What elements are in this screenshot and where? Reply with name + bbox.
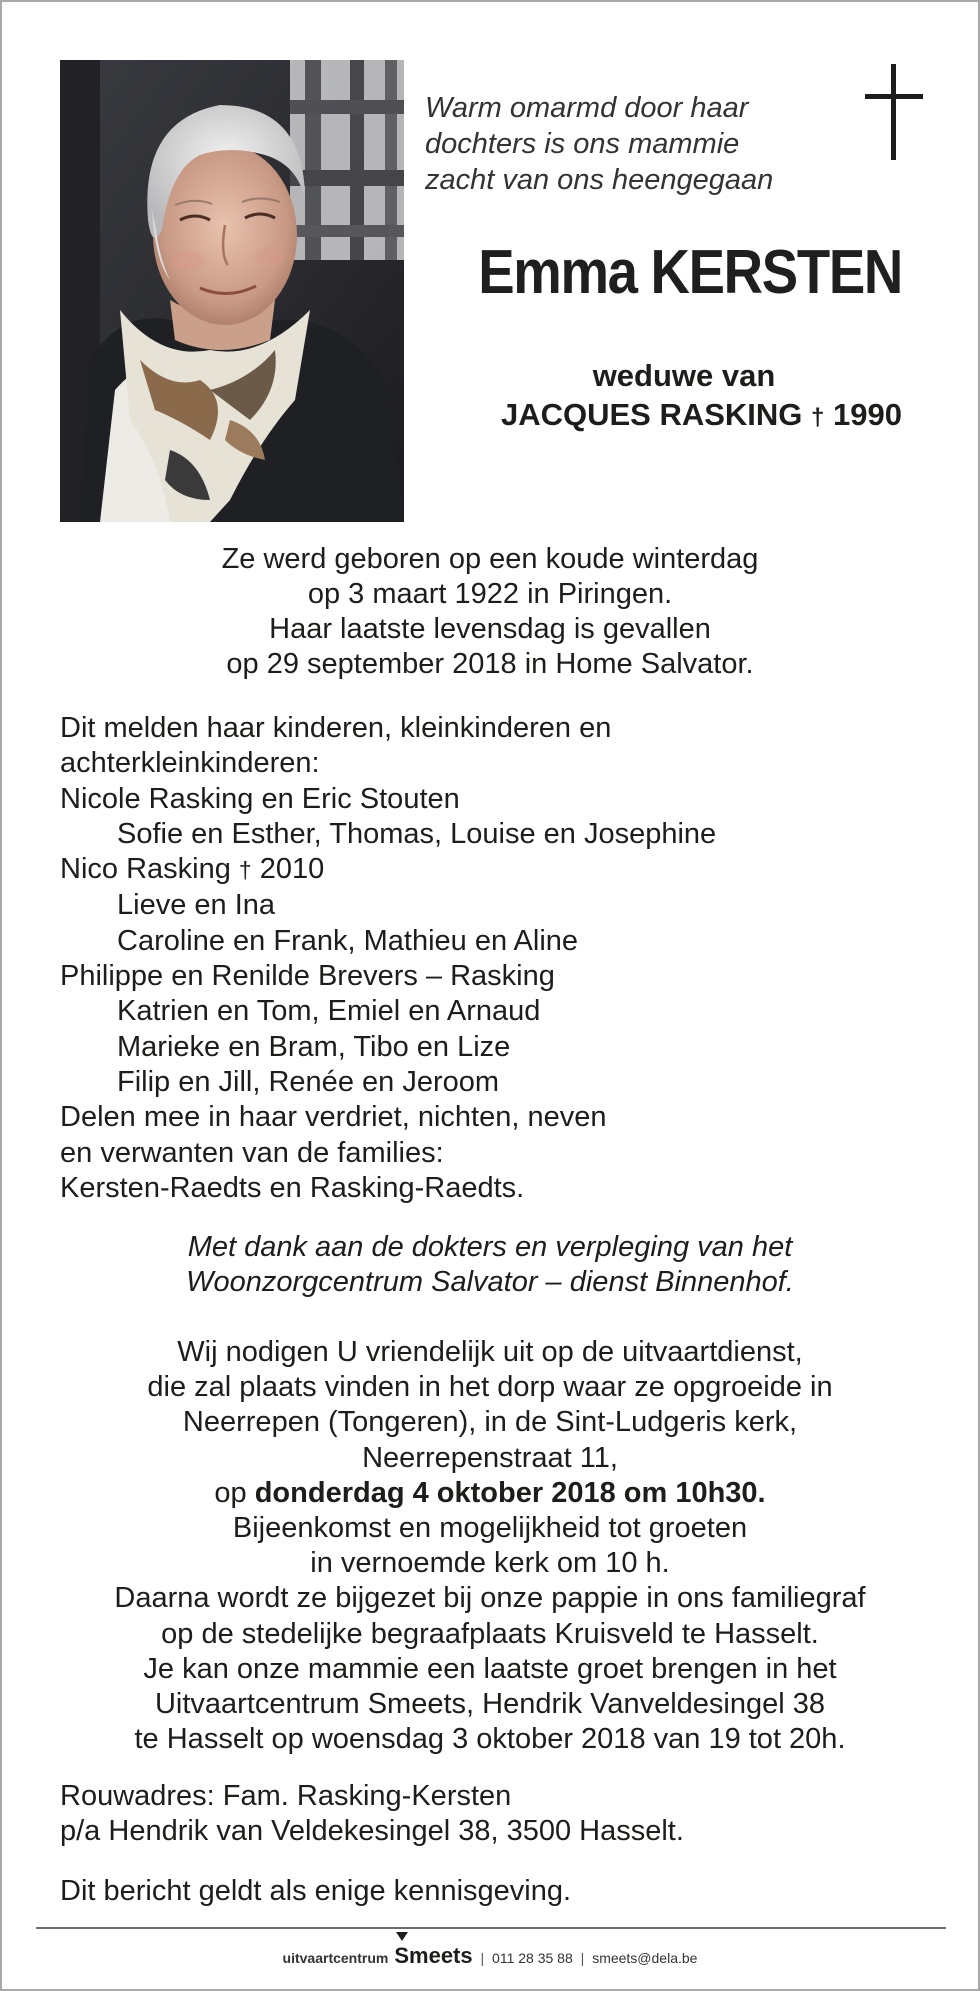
family-intro-line: Dit melden haar kinderen, kleinkinderen en <box>60 712 612 744</box>
notice-text: Dit bericht geldt als enige kennisgeving. <box>60 1875 572 1907</box>
thanks-text <box>60 1230 920 1300</box>
intro-line: dochters is ons mammie <box>425 128 740 160</box>
address-line: Rouwadres: Fam. Rasking-Kersten <box>60 1780 512 1812</box>
footer-separator: | <box>580 1950 585 1966</box>
child-death-year: 2010 <box>259 853 325 886</box>
intro-text <box>425 90 825 198</box>
funeral-line: Neerrepen (Tongeren), in de Sint-Ludgeris kerk, <box>182 1406 798 1439</box>
funeral-line: Uitvaartcentrum Smeets, Hendrik Vanveldesingel 38 <box>154 1688 825 1721</box>
deceased-name: Emma KERSTEN <box>478 238 902 307</box>
funeral-line: op de stedelijke begraafplaats Kruisveld te Hasselt. <box>161 1617 819 1650</box>
funeral-line: in vernoemde kerk om 10 h. <box>310 1547 670 1580</box>
funeral-line: te Hasselt op woensdag 3 oktober 2018 van 19 tot 20h. <box>134 1723 846 1756</box>
thanks-line: Met dank aan de dokters en verpleging van het <box>187 1231 793 1263</box>
funeral-date-prefix: op <box>214 1476 255 1509</box>
birth-line: op 29 september 2018 in Home Salvator. <box>226 648 754 680</box>
family-outro-line: Delen mee in haar verdriet, nichten, neven <box>60 1101 607 1134</box>
funeral-line: Bijeenkomst en mogelijkheid tot groeten <box>232 1512 748 1545</box>
funeral-date-line <box>60 1476 920 1511</box>
mourning-address <box>60 1779 920 1849</box>
thanks-line: Woonzorgcentrum Salvator – dienst Binnenhof. <box>186 1266 794 1298</box>
husband-name: JACQUES RASKING <box>500 397 803 432</box>
grandchildren-line: Sofie en Esther, Thomas, Louise en Josephine <box>117 817 717 850</box>
child-name: Nicole Rasking en Eric Stouten <box>60 782 460 815</box>
child-name-line <box>60 852 920 888</box>
funeral-date: donderdag 4 oktober 2018 om 10h30. <box>254 1476 766 1509</box>
brand-logo <box>394 1944 472 1970</box>
intro-line: Warm omarmd door haar <box>425 92 749 124</box>
grandchildren-line: Filip en Jill, Renée en Jeroom <box>117 1065 500 1098</box>
widow-label: weduwe van <box>592 358 776 393</box>
child-name: Philippe en Renilde Brevers – Rasking <box>60 960 555 993</box>
cross-symbol: † <box>811 404 825 431</box>
family-outro-line: en verwanten van de families: <box>60 1136 444 1169</box>
brand-name: Smeets <box>394 1943 473 1968</box>
birth-line: Ze werd geboren op een koude winterdag <box>221 543 759 575</box>
birth-text <box>60 542 920 682</box>
funeral-line: Je kan onze mammie een laatste groet brengen in het <box>143 1652 837 1685</box>
child-name: Nico Rasking <box>60 853 231 886</box>
husband-line <box>406 395 902 438</box>
family-outro-line: Kersten-Raedts en Rasking-Raedts. <box>60 1171 525 1204</box>
funeral-line: Neerrepenstraat 11, <box>362 1441 618 1474</box>
grandchildren-line: Caroline en Frank, Mathieu en Aline <box>117 924 579 957</box>
footer <box>2 1944 978 1970</box>
address-line: p/a Hendrik van Veldekesingel 38, 3500 Hasselt. <box>60 1815 684 1847</box>
portrait-photo <box>60 60 404 522</box>
birth-line: op 3 maart 1922 in Piringen. <box>307 578 673 610</box>
family-list <box>60 711 920 1206</box>
family-intro-line: achterkleinkinderen: <box>60 747 320 780</box>
cross-icon <box>865 64 923 160</box>
funeral-line: die zal plaats vinden in het dorp waar ze opgroeide in <box>147 1371 833 1404</box>
birth-line: Haar laatste levensdag is gevallen <box>269 613 711 645</box>
footer-email: smeets@dela.be <box>592 1950 698 1966</box>
funeral-line: Daarna wordt ze bijgezet bij onze pappie in ons familiegraf <box>114 1582 866 1615</box>
brand-prefix: uitvaartcentrum <box>282 1950 389 1966</box>
husband-death-year: 1990 <box>833 397 902 432</box>
cross-symbol: † <box>238 857 252 884</box>
intro-line: zacht van ons heengegaan <box>425 164 774 196</box>
funeral-details <box>60 1335 920 1757</box>
grandchildren-line: Lieve en Ina <box>117 889 276 922</box>
grandchildren-line: Marieke en Bram, Tibo en Lize <box>117 1030 511 1063</box>
footer-phone: 011 28 35 88 <box>492 1950 573 1966</box>
logo-triangle-icon <box>396 1932 408 1941</box>
grandchildren-line: Katrien en Tom, Emiel en Arnaud <box>117 995 541 1028</box>
funeral-line: Wij nodigen U vriendelijk uit op de uitvaartdienst, <box>177 1336 803 1368</box>
footer-separator: | <box>480 1950 485 1966</box>
footer-divider <box>36 1927 946 1929</box>
portrait-image <box>60 60 404 522</box>
